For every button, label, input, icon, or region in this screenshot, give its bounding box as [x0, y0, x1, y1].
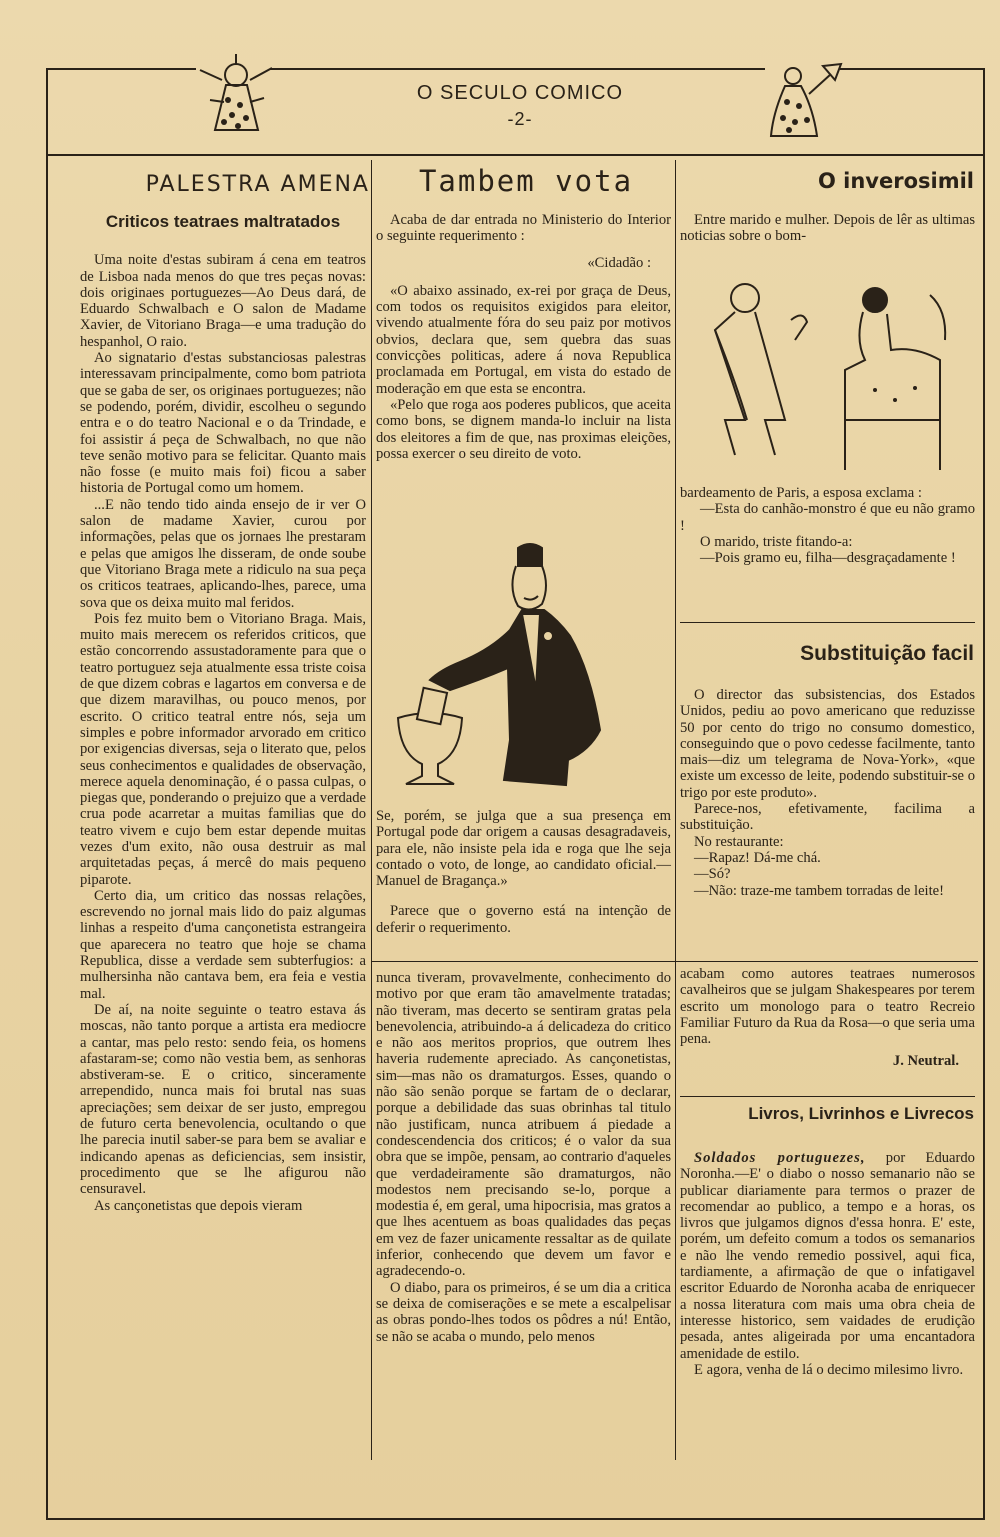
column-3-livros: [680, 1150, 975, 1378]
book-review: por Eduardo Noronha.—E' o diabo o nosso semanario não se publicar diariamente para termos o prazer de recomendar ao publico, a tempo e a horas, os livros que julgamos dignos d'essa honra. E' este, porém, um defeito comum a todos os semanarios e não lhe vendo remedio possivel, aqui fica, tardiamente, a afirmação de que o infatigavel escritor Eduardo de Noronha acaba de enriquecer a nossa literatura com mais uma obra cheia de interesse historico, sem vaidades de erudição pesada, antes aligeirada por uma encantadora amenidade de estilo.: [680, 1150, 975, 1362]
paragraph: Ao signatario d'estas substanciosas palestras interessavam principalmente, como bom patriota que se gaba de ser, os originaes portuguezes; não se podendo, porém, dividir, escolheu o segundo entra e o do teatro Nacional e o da Trindade, e foi assistir á peça de Schwalbach, no que não teve senão motivo para se felicitar. Quanto mais não fosse (e muito mais foi) ficou a saber historia de Portugal como um homem.: [80, 350, 366, 497]
column-3-substituicao: [680, 687, 975, 899]
paragraph: Entre marido e mulher. Depois de lêr as ultimas noticias sobre o bom-: [680, 212, 975, 245]
section-rule-1: [680, 622, 975, 623]
paragraph: nunca tiveram, provavelmente, conhecimento do motivo por que eram tão amavelmente tratadas; não tiveram, mas decerto se sentiram gratas pela benevolencia, atribuindo-a á delicadeza do critico e não aos meritos proprios, que outrem lhes haveria rudemente apreciado. As cançonetistas, sim—mas não os dramaturgos. Esses, quando o não são senão porque se fartam de o declarar, porque a debilidade das suas obrinhas tal titulo não justificam, nunca atribuem á piedade a condescendencia dos criticos; é o valor da sua obra que se impõe, pensam, ao contrario d'aqueles que verdadeiramente são dramaturgos, não modestos nem precisando se-lo, porque a modestia é, em geral, uma hipocrisia, mas gratos a que lhes acentuem as boas qualidades das peças em vez de fazer unicamente ressaltar as de quilate inferior, conhecendo que devem um favor e agradecendo-o.: [376, 970, 671, 1280]
paragraph: [680, 1150, 975, 1362]
column-3-bottom: [680, 966, 975, 1070]
paragraph: —Esta do canhão-monstro é que eu não gramo !: [680, 501, 975, 534]
newspaper-title: O SECULO COMICO: [416, 82, 624, 104]
article-title-palestra: PALESTRA AMENA: [145, 172, 370, 197]
paragraph: —Rapaz! Dá-me chá.: [694, 849, 821, 866]
column-3-dialogue: [680, 485, 975, 566]
paragraph: —Pois gramo eu, filha—desgraçadamente !: [700, 550, 956, 567]
article-title-inverosimil: O inverosimil: [817, 169, 974, 193]
article-title-livros: Livros, Livrinhos e Livrecos: [748, 1104, 974, 1123]
paragraph: Acaba de dar entrada no Ministerio do Interior o seguinte requerimento :: [376, 212, 671, 245]
section-rule-2: [680, 1096, 975, 1097]
paragraph: Uma noite d'estas subiram á cena em teatros de Lisboa nada menos do que tres peças novas: dois originaes portuguezes—Ao Deus dará, de Eduardo Schwalbach e O salon de Madame Xavier, de Vitoriano Braga—e uma tradução do hespanhol, O raio.: [80, 252, 366, 350]
article-subtitle: Criticos teatraes maltratados: [105, 212, 341, 231]
article-title-substituicao: Substituição facil: [800, 642, 974, 665]
paragraph: —Não: traze-me tambem torradas de leite!: [694, 882, 945, 899]
frame-right: [983, 68, 985, 1520]
paragraph: O marido, triste fitando-a:: [700, 533, 853, 550]
book-title: Soldados portuguezes,: [694, 1150, 866, 1166]
paragraph: —Só?: [694, 866, 731, 883]
column-3-top: [680, 212, 975, 245]
top-rule-right: [840, 68, 985, 70]
paragraph: «Pelo que roga aos poderes publicos, que aceita como bons, se dignem manda-lo incluir na lista dos eleitores a fim de que, nas proximas eleições, possa exercer o seu direito de voto.: [376, 396, 671, 462]
paragraph: De aí, na noite seguinte o teatro estava ás moscas, não tanto porque a artista era mediocre a cantar, mas pelo resto: sendo feia, os homens afastaram-se; como não vestia bem, as senhoras abstiveram-se. E o critico, sinceramente arrependido, nunca mais foi brutal nas suas apreciações; sem deixar de ser justo, empregou de futuro certa benevolencia, ocultando o que lhe parecia inutil saber-se para bem se avaliar e indicando apenas as deficiencias, sem insistir, procedimento que se lhe afigurou não censuravel.: [80, 1001, 366, 1198]
masthead-figure-right-icon: [765, 58, 845, 140]
paragraph: E agora, venha de lá o decimo milesimo livro.: [694, 1361, 964, 1378]
paragraph: Certo dia, um critico das nossas relações, escrevendo no jornal mais lido do paiz algumas linhas a respeito d'uma cançonetista estrangeira que aparecera no teatro que hoje se chama Republica, disse a verdade sem subterfugios: a mulhersinha não cantava bem, era feia e vestia mal.: [80, 887, 366, 1002]
column-2-top: [376, 212, 671, 462]
paragraph: O diabo, para os primeiros, é se um dia a critica se deixa de comiserações e se mete a escalpelisar as obras pondo-lhes todos os pôdres a nú! Então, se não se acaba o mundo, pelo menos: [376, 1279, 671, 1345]
mid-rule: [372, 961, 978, 962]
paragraph: acabam como autores teatraes numerosos cavalheiros que se julgam Shakespeares por terem escrito um monologo para o teatro Recreio Familiar Futuro da Rua da Rosa—o que seria uma pena.: [680, 966, 975, 1048]
paragraph: Pois fez muito bem o Vitoriano Braga. Mais, muito mais merecem os referidos criticos, que estão concorrendo assustadoramente para que o teatro portuguez seja atualmente essa triste coisa de que dizem cobras e lagartos em conversa e de que dizem maravilhas, ou pouco menos, por escrito. O critico teatral entre nós, seja um simples e pobre informador arvorado em critico por exigencias diversas, seja o literato que, pelos seus conhecimentos e qualidades de observação, merece aquela denominação, é o passa culpas, o piegas que, ponderando o prejuizo que a verdade crua pode acarretar a muitas familias que do teatro vivem e cujo bem estar depende muitas vezes d'um exito, não ousa destruir as mal arquitetadas peças, á mercê do mais pequeno piparote.: [80, 610, 366, 888]
paragraph: Parece-nos, efetivamente, facilima a substituição.: [680, 801, 975, 834]
paragraph: No restaurante:: [694, 833, 784, 850]
paragraph: As cançonetistas que depois vieram: [94, 1197, 303, 1214]
header-rule: [46, 154, 985, 156]
paragraph: bardeamento de Paris, a esposa exclama :: [680, 485, 922, 501]
illustration-couple-icon: [695, 270, 970, 480]
paragraph: Se, porém, se julga que a sua presença em Portugal pode dar origem a causas desagradaveis, para ele, não insiste pela ida e roga que lhe seja contado o voto, de longe, ao candidato oficial.—Manuel de Bragança.»: [376, 808, 671, 890]
paragraph: ...E não tendo tido ainda ensejo de ir ver O salon de madame Xavier, curou por informações, pelas que os jornaes lhe prestaram e pelas que amigos lhe disseram, de onde soube que Vitoriano Braga mete a ridiculo na sua peça os criticos teatraes, aplicando-lhes, parece, uma sova que os deixa muito mal feridos.: [80, 496, 366, 611]
paragraph: O director das subsistencias, dos Estados Unidos, pediu ao povo americano que reduzisse 50 por cento do trigo no consumo domestico, conseguindo que o povo cedesse facilmente, tanto mais—diz um telegrama de Nova-York», «que existe um excesso de leite, podendo substituir-se o trigo por este produto».: [680, 687, 975, 801]
column-2-closing: [376, 808, 671, 936]
column-rule-2: [675, 160, 676, 1460]
column-rule-1: [371, 160, 372, 1460]
signature: J. Neutral.: [892, 1053, 959, 1070]
masthead-figure-left-icon: [190, 50, 285, 145]
page-number: -2-: [507, 109, 533, 129]
column-1: [80, 214, 366, 1214]
top-rule-middle: [270, 68, 765, 70]
masthead: [360, 82, 680, 130]
paragraph: «O abaixo assinado, ex-rei por graça de Deus, com todos os requisitos exigidos para eleitor, vivendo atualmente fóra do seu paiz por motivos obvios, declara que, sem quebra das suas convicções politicas, adere á nova Republica proclamada em Portugal, em vista do estado de moderação em que esta se encontra.: [376, 282, 671, 397]
top-rule-left: [46, 68, 196, 70]
frame-left: [46, 68, 48, 1520]
paragraph: «Cidadão :: [587, 254, 651, 271]
paragraph: Parece que o governo está na intenção de deferir o requerimento.: [376, 903, 671, 936]
article-title-tambem-vota: Tambem vota: [418, 164, 634, 198]
column-2-bottom: [376, 970, 671, 1345]
bottom-rule: [46, 1518, 985, 1520]
illustration-voter-at-urn: [390, 540, 660, 805]
